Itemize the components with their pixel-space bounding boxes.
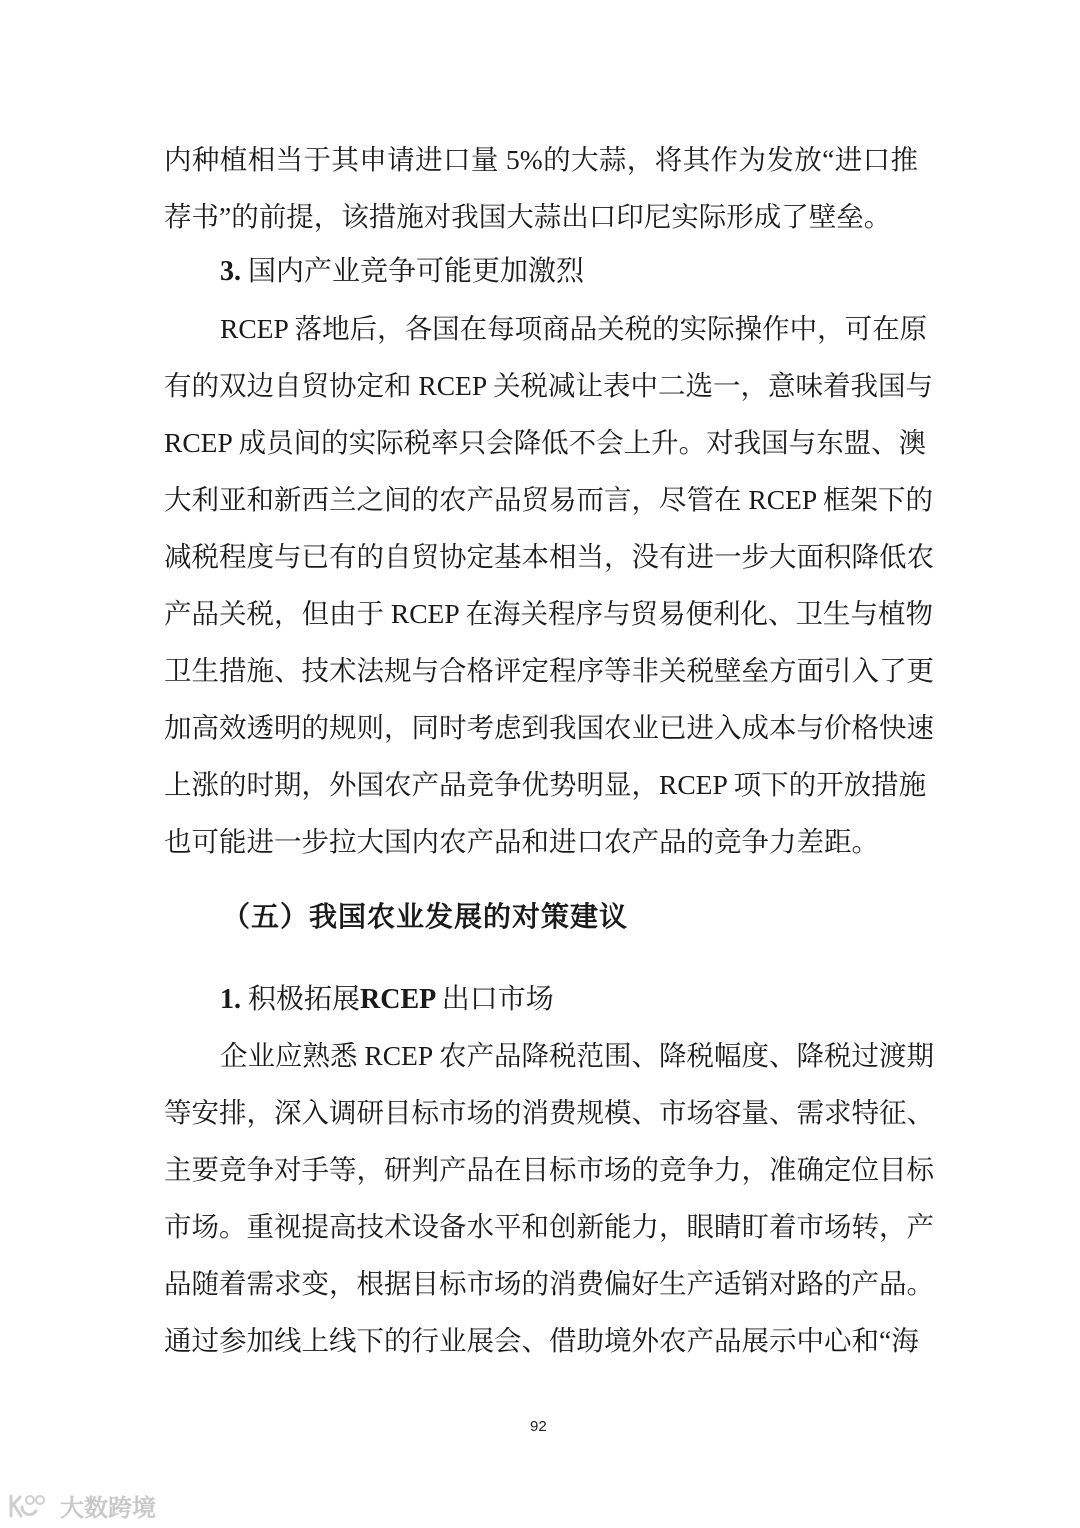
paragraph-line: 上涨的时期，外国农产品竞争优势明显，RCEP 项下的开放措施 [164,769,927,800]
paragraph-line: 荐书”的前提，该措施对我国大蒜出口印尼实际形成了壁垒。 [164,201,892,232]
section-heading-3 [220,256,584,288]
paragraph-line: RCEP 落地后，各国在每项商品关税的实际操作中，可在原 [220,313,928,344]
paragraph-line: 等安排，深入调研目标市场的消费规模、市场容量、需求特征、 [164,1097,934,1128]
section-number: 3. [220,256,241,287]
k100-logo-icon [8,1493,54,1519]
subsection-title-bold: RCEP [360,984,435,1015]
paragraph-line: 企业应熟悉 RCEP 农产品降税范围、降税幅度、降税过渡期 [220,1040,935,1071]
paragraph-line: 大利亚和新西兰之间的农产品贸易而言，尽管在 RCEP 框架下的 [164,484,934,515]
paragraph-line: RCEP 成员间的实际税率只会降低不会上升。对我国与东盟、澳 [164,427,927,458]
subsection-heading-1 [220,984,554,1016]
page-number: 92 [530,1418,547,1435]
paragraph-line: 卫生措施、技术法规与合格评定程序等非关税壁垒方面引入了更 [164,655,934,686]
subsection-title-pre: 积极拓展 [248,984,361,1015]
paragraph-line: 主要竞争对手等，研判产品在目标市场的竞争力，准确定位目标 [164,1154,934,1185]
paragraph-line: 品随着需求变，根据目标市场的消费偏好生产适销对路的产品。 [164,1268,934,1299]
subsection-title-post: 出口市场 [441,984,554,1015]
paragraph-line: 通过参加线上线下的行业展会、借助境外农产品展示中心和“海 [164,1325,919,1356]
paragraph-line: 也可能进一步拉大国内农产品和进口农产品的竞争力差距。 [164,826,879,857]
subsection-number: 1. [220,984,241,1015]
watermark [8,1488,156,1523]
section-heading-five: （五）我国农业发展的对策建议 [222,902,629,933]
paragraph-line: 加高效透明的规则，同时考虑到我国农业已进入成本与价格快速 [164,712,934,743]
paragraph-line: 内种植相当于其申请进口量 5%的大蒜，将其作为发放“进口推 [164,144,918,175]
section-title: 国内产业竞争可能更加激烈 [248,256,585,287]
watermark-text: 大数跨境 [60,1494,156,1522]
paragraph-line: 市场。重视提高技术设备水平和创新能力，眼睛盯着市场转，产 [164,1211,934,1242]
paragraph-line: 产品关税，但由于 RCEP 在海关程序与贸易便利化、卫生与植物 [164,598,934,629]
paragraph-line: 减税程度与已有的自贸协定基本相当，没有进一步大面积降低农 [164,541,934,572]
paragraph-line: 有的双边自贸协定和 RCEP 关税减让表中二选一，意味着我国与 [164,370,934,401]
